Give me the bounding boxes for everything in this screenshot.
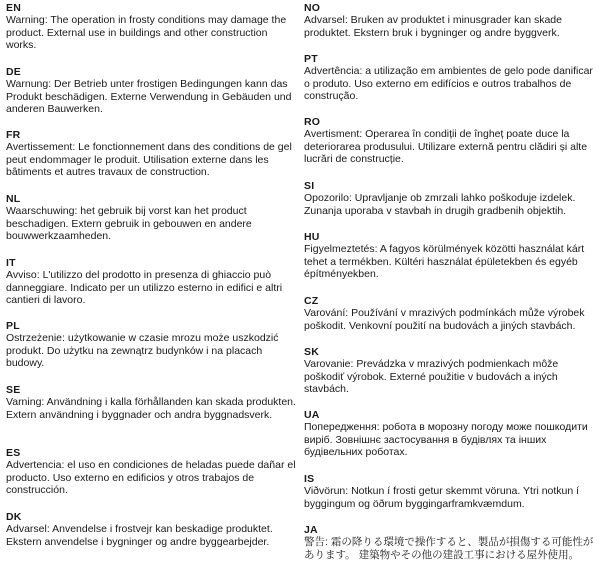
warning-text: Advertência: a utilização em ambientes de gelo pode danificar o produto. Uso externo em edifícios e outros trabalhos de construção. <box>304 65 593 102</box>
language-code: PT <box>304 53 318 65</box>
warning-text: Viðvörun: Notkun í frosti getur skemmt vöruna. Ytri notkun í byggingum og öðrum byggingarframkvæmdum. <box>304 485 580 510</box>
warning-no <box>304 2 596 39</box>
language-code: SK <box>304 346 319 358</box>
warning-text: Waarschuwing: het gebruik bij vorst kan het product beschadigen. Extern gebruik in gebouwen en andere bouwwerkzaamheden. <box>6 205 252 242</box>
language-code: JA <box>304 524 318 536</box>
language-code: HU <box>304 231 320 243</box>
warning-text: Попередження: робота в морозну погоду може пошкодити виріб. Зовнішнє застосування в будівлях та інших будівельних роботах. <box>304 421 588 458</box>
warning-text: Varning: Användning i kalla förhållanden kan skada produkten. Extern användning i byggnader och andra byggnadsverk. <box>6 396 296 421</box>
warning-ua <box>304 409 596 459</box>
warning-is <box>304 473 596 510</box>
warning-en <box>6 2 300 52</box>
language-code: DK <box>6 511 22 523</box>
language-code: CZ <box>304 295 319 307</box>
language-code: IT <box>6 257 16 269</box>
warning-se <box>6 384 300 421</box>
warning-text: Avviso: L'utilizzo del prodotto in presenza di ghiaccio può danneggiare. Indicato per un utilizzo esterno in edifici e altri cantieri di lavoro. <box>6 269 283 306</box>
language-code: UA <box>304 409 320 421</box>
warning-pl <box>6 320 300 370</box>
warning-fr <box>6 129 300 179</box>
warning-text: Ostrzeżenie: użytkowanie w czasie mrozu może uszkodzić produkt. Do użytku na zewnątrz budynków i na placach budowy. <box>6 332 279 369</box>
warning-ro <box>304 116 596 166</box>
language-code: NO <box>304 2 321 14</box>
language-code: PL <box>6 320 20 332</box>
warning-cz <box>304 295 596 332</box>
language-code: FR <box>6 129 21 141</box>
warning-si <box>304 180 596 217</box>
language-code: NL <box>6 193 21 205</box>
warning-ja <box>304 524 596 561</box>
warning-text: Avertissement: Le fonctionnement dans des conditions de gel peut endommager le produit. Utilisation externe dans les bâtiments et autres travaux de construction. <box>6 141 292 178</box>
warning-text: Opozorilo: Upravljanje ob zmrzali lahko poškoduje izdelek. Zunanja uporaba v stavbah in drugih gradbenih objektih. <box>304 192 576 217</box>
warning-nl <box>6 193 300 243</box>
warning-text: Varovanie: Prevádzka v mrazivých podmienkach môže poškodiť výrobok. Externé použitie v budovách a iných stavbách. <box>304 358 559 395</box>
language-code: SI <box>304 180 315 192</box>
warning-text: Varování: Používání v mrazivých podmínkách může výrobek poškodit. Venkovní použití na budovách a jiných stavbách. <box>304 307 585 332</box>
language-code: IS <box>304 473 315 485</box>
warning-text: Figyelmeztetés: A fagyos körülmények közötti használat kárt tehet a termékben. Kültéri használat épületekben és egyéb építményekben. <box>304 243 585 280</box>
warning-text: Warning: The operation in frosty conditions may damage the product. External use in buildings and other construction works. <box>6 14 287 51</box>
language-code: ES <box>6 447 21 459</box>
language-code: SE <box>6 384 21 396</box>
warning-text: Advarsel: Anvendelse i frostvejr kan beskadige produktet. Ekstern anvendelse i bygninger og andre byggearbejder. <box>6 523 273 548</box>
warning-de <box>6 66 300 116</box>
language-code: DE <box>6 66 21 78</box>
warning-text: 警告: 霜の降りる環境で操作すると、製品が損傷する可能性があります。 建築物やその他の建設工事における屋外使用。 <box>304 536 594 561</box>
warning-it <box>6 257 300 307</box>
warning-text: Warnung: Der Betrieb unter frostigen Bedingungen kann das Produkt beschädigen. Externe Verwendung in Gebäuden und anderen Bauwerken. <box>6 78 292 115</box>
warning-text: Avertisment: Operarea în condiții de îngheț poate duce la deteriorarea produsului. Utilizare externă pentru clădiri și alte lucrări de construcție. <box>304 128 588 165</box>
warning-dk <box>6 511 300 548</box>
warning-sk <box>304 346 596 396</box>
warning-pt <box>304 53 596 103</box>
warning-es <box>6 447 300 497</box>
language-code: EN <box>6 2 21 14</box>
warning-text: Advarsel: Bruken av produktet i minusgrader kan skade produktet. Ekstern bruk i bygninger og andre byggverk. <box>304 14 562 39</box>
warning-text: Advertencia: el uso en condiciones de heladas puede dañar el producto. Uso externo en edificios y otros trabajos de construcción. <box>6 459 296 496</box>
language-code: RO <box>304 116 321 128</box>
warning-hu <box>304 231 596 281</box>
